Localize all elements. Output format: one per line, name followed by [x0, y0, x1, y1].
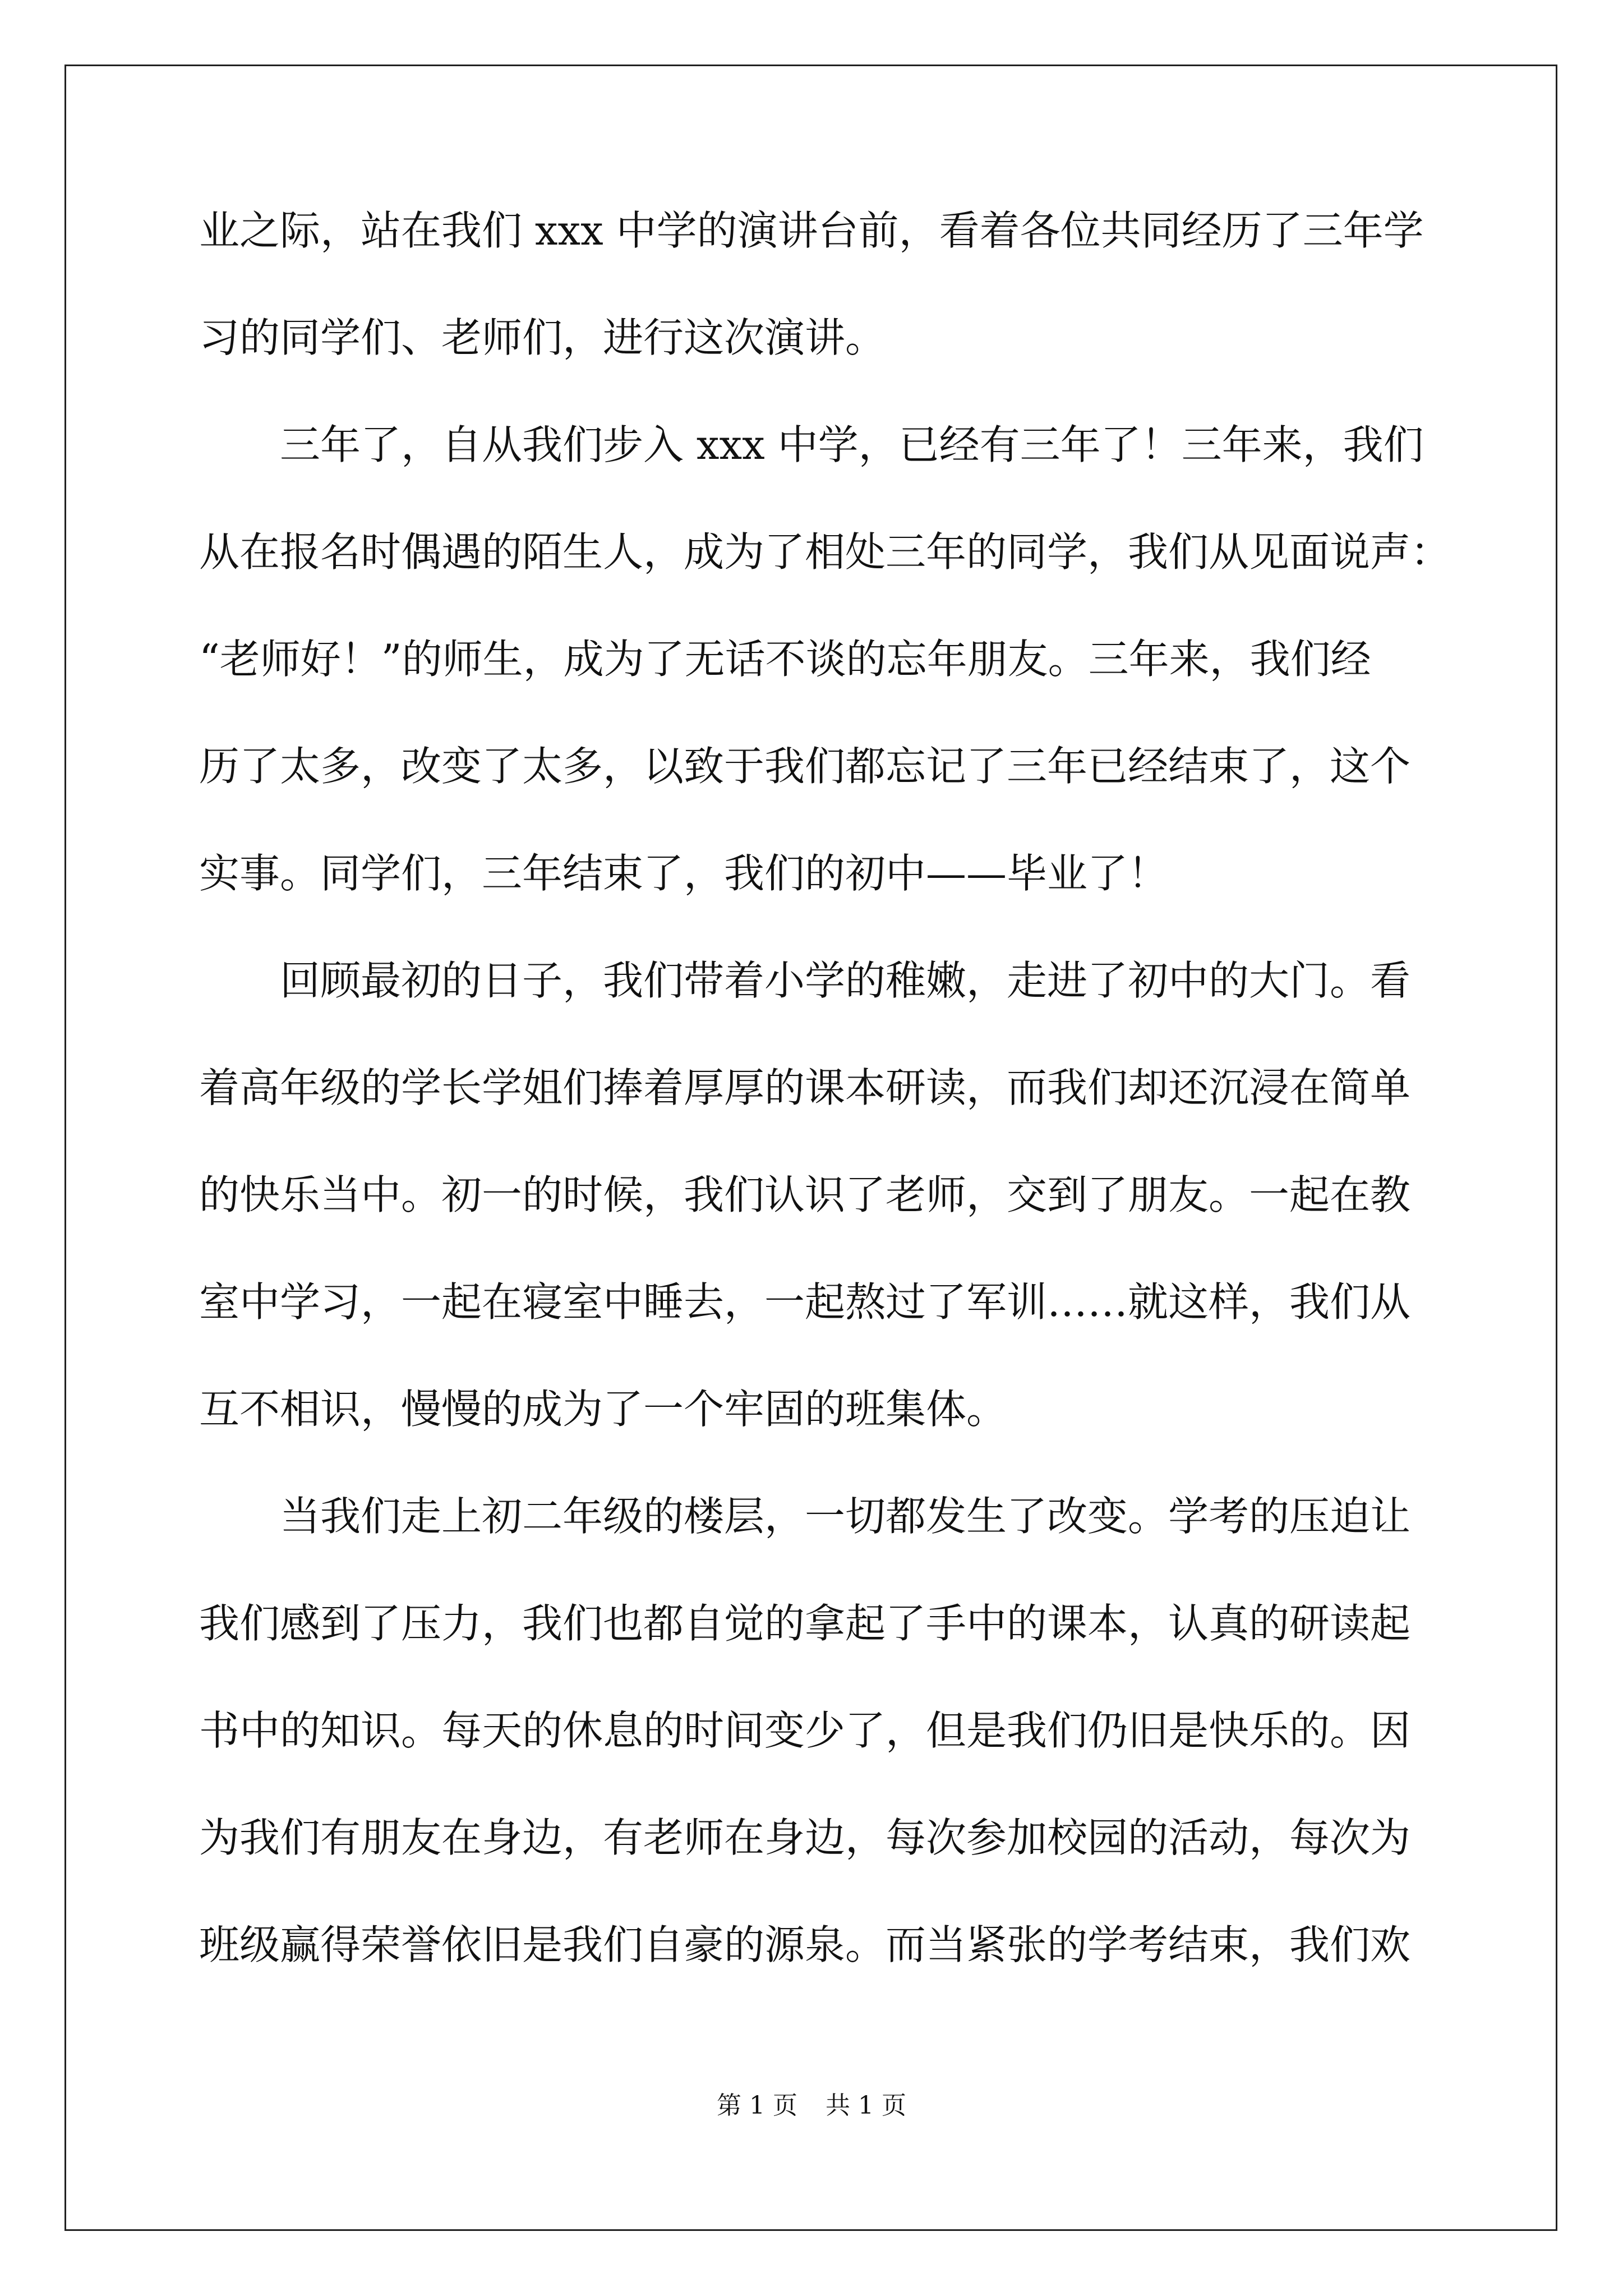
text-line: 从在报名时偶遇的陌生人，成为了相处三年的同学，我们从见面说声：	[199, 528, 1451, 576]
text-line: 当我们走上初二年级的楼层，一切都发生了改变。学考的压迫让	[199, 1493, 1411, 1540]
text-line: 实事。同学们，三年结束了，我们的初中——毕业了！	[199, 850, 1169, 897]
text-line: 为我们有朋友在身边，有老师在身边，每次参加校园的活动，每次为	[199, 1814, 1411, 1861]
text-line: 回顾最初的日子，我们带着小学的稚嫩，走进了初中的大门。看	[199, 957, 1411, 1004]
page-total: 共 1 页	[826, 2091, 906, 2120]
text-line: 历了太多，改变了太多，以致于我们都忘记了三年已经结束了，这个	[199, 743, 1411, 790]
text-line: 室中学习，一起在寝室中睡去，一起熬过了军训……就这样，我们从	[199, 1278, 1411, 1326]
text-line: 书中的知识。每天的休息的时间变少了，但是我们仍旧是快乐的。因	[199, 1707, 1411, 1754]
text-line: 我们感到了压力，我们也都自觉的拿起了手中的课本，认真的研读起	[199, 1600, 1411, 1647]
text-line: 班级赢得荣誉依旧是我们自豪的源泉。而当紧张的学考结束，我们欢	[199, 1921, 1411, 1968]
text-line: 业之际，站在我们 xxx 中学的演讲台前，看着各位共同经历了三年学	[199, 207, 1424, 254]
page-footer	[0, 2091, 1623, 2120]
page-number: 第 1 页	[717, 2091, 797, 2120]
text-line: 习的同学们、老师们，进行这次演讲。	[199, 314, 886, 361]
text-line: 着高年级的学长学姐们捧着厚厚的课本研读，而我们却还沉浸在简单	[199, 1064, 1411, 1111]
body-text	[199, 207, 1451, 2032]
text-line: “老师好！”的师生，成为了无话不谈的忘年朋友。三年来，我们经	[199, 636, 1371, 683]
text-line: 三年了，自从我们步入 xxx 中学，已经有三年了！三年来，我们	[199, 421, 1424, 468]
text-line: 的快乐当中。初一的时候，我们认识了老师，交到了朋友。一起在教	[199, 1171, 1411, 1218]
text-line: 互不相识，慢慢的成为了一个牢固的班集体。	[199, 1386, 1007, 1433]
